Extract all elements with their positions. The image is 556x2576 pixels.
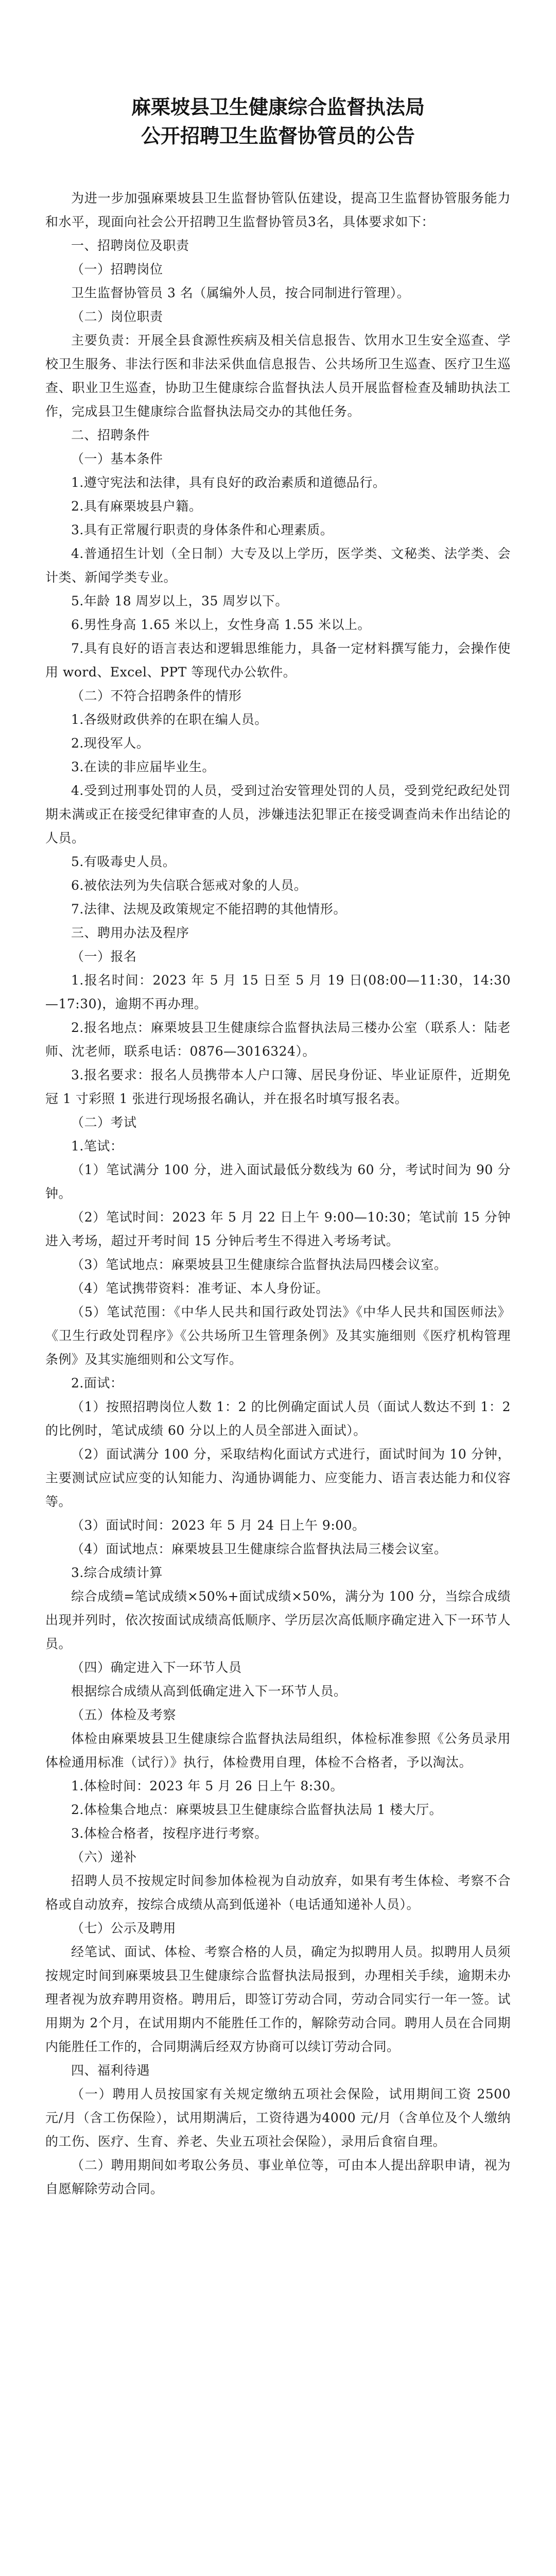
body-paragraph: （2）面试满分 100 分，采取结构化面试方式进行，面试时间为 10 分钟，主要测试应试应变的认知能力、沟通协调能力、应变能力、语言表达能力和仪容等。 [45,1447,511,1509]
body-paragraph: 3.体检合格者，按程序进行考察。 [71,1826,268,1841]
body-paragraph: 2.现役军人。 [71,736,150,751]
body-paragraph: 1.笔试： [71,1139,124,1154]
body-paragraph: 6.被依法列为失信联合惩戒对象的人员。 [71,878,307,893]
body-paragraph: 4.受到过刑事处罚的人员，受到过治安管理处罚的人员，受到党纪政纪处罚期未满或正在接受纪律审查的人员，涉嫌违法犯罪正在接受调查尚未作出结论的人员。 [45,783,511,845]
body-paragraph: （1）按照招聘岗位人数 1：2 的比例确定面试人员（面试人数达不到 1：2 的比例时，笔试成绩 60 分以上的人员全部进入面试）。 [45,1399,511,1438]
body-paragraph: 招聘人员不按规定时间参加体检视为自动放弃，如果有考生体检、考察不合格或自动放弃，按综合成绩从高到低递补（电话通知递补人员）。 [45,1873,511,1912]
body-paragraph: 7.法律、法规及政策规定不能招聘的其他情形。 [71,902,346,917]
body-paragraph: （5）笔试范围：《中华人民共和国行政处罚法》《中华人民共和国医师法》《卫生行政处罚程序》《公共场所卫生管理条例》及其实施细则《医疗机构管理条例》及其实施细则和公文写作。 [45,1304,511,1367]
title-line-1: 麻栗坡县卫生健康综合监督执法局 [131,96,425,118]
body-paragraph: 3.报名要求：报名人员携带本人户口簿、居民身份证、毕业证原件，近期免冠 1 寸彩照 1 张进行现场报名确认，并在报名时填写报名表。 [45,1067,511,1106]
body-paragraph: 6.男性身高 1.65 米以上，女性身高 1.55 米以上。 [71,617,371,632]
body-paragraph: （4）笔试携带资料：准考证、本人身份证。 [71,1281,329,1296]
subsection-heading: （七）公示及聘用 [71,1921,177,1936]
document-body [45,187,511,2201]
body-paragraph: 7.具有良好的语言表达和逻辑思维能力，具备一定材料撰写能力，会操作使用 word、Excel、PPT 等现代办公软件。 [45,641,511,680]
body-paragraph: 2.报名地点：麻栗坡县卫生健康综合监督执法局三楼办公室（联系人：陆老师、沈老师，联系电话：0876—3016324）。 [45,1020,511,1059]
body-paragraph: 为进一步加强麻栗坡县卫生监督协管队伍建设，提高卫生监督协管服务能力和水平，现面向社会公开招聘卫生监督协管员3名，具体要求如下： [45,191,511,229]
title-line-2: 公开招聘卫生监督协管员的公告 [141,125,415,147]
section-heading: 二、招聘条件 [71,428,150,443]
subsection-heading: （五）体检及考察 [71,1707,177,1722]
body-paragraph: 卫生监督协管员 3 名（属编外人员，按合同制进行管理）。 [71,285,410,300]
body-paragraph: （二）聘用期间如考取公务员、事业单位等，可由本人提出辞职申请，视为自愿解除劳动合同。 [45,2158,511,2196]
body-paragraph: （3）笔试地点：麻栗坡县卫生健康综合监督执法局四楼会议室。 [71,1257,447,1272]
subsection-heading: （二）考试 [71,1115,137,1130]
body-paragraph: （4）面试地点：麻栗坡县卫生健康综合监督执法局三楼会议室。 [71,1541,447,1556]
subsection-heading: （六）递补 [71,1850,137,1865]
subsection-heading: （二）岗位职责 [71,309,163,324]
subsection-heading: （二）不符合招聘条件的情形 [71,688,242,703]
subsection-heading: （一）报名 [71,949,137,964]
body-paragraph: 4.普通招生计划（全日制）大专及以上学历，医学类、文秘类、法学类、会计类、新闻学类专业。 [45,546,511,585]
body-paragraph: 主要负责：开展全县食源性疾病及相关信息报告、饮用水卫生安全巡查、学校卫生服务、非法行医和非法采供血信息报告、公共场所卫生巡查、医疗卫生巡查、职业卫生巡查，协助卫生健康综合监督执法人员开展监督检查及辅助执法工作，完成县卫生健康综合监督执法局交办的其他任务。 [45,333,511,419]
subsection-heading: （一）招聘岗位 [71,262,163,277]
section-heading: 四、福利待遇 [71,2063,150,2078]
body-paragraph: 5.有吸毒史人员。 [71,854,176,869]
document-title [45,93,511,150]
subsection-heading: （四）确定进入下一环节人员 [71,1660,242,1675]
body-paragraph: （1）笔试满分 100 分，进入面试最低分数线为 60 分，考试时间为 90 分钟。 [45,1162,511,1201]
body-paragraph: 2.面试： [71,1376,124,1391]
body-paragraph: 综合成绩=笔试成绩×50%+面试成绩×50%，满分为 100 分，当综合成绩出现并列时，依次按面试成绩高低顺序、学历层次高低顺序确定进入下一环节人员。 [45,1589,511,1651]
body-paragraph: 1.体检时间：2023 年 5 月 26 日上午 8:30。 [71,1778,344,1793]
body-paragraph: （一）聘用人员按国家有关规定缴纳五项社会保险，试用期间工资 2500 元/月（含工伤保险），试用期满后，工资待遇为4000 元/月（含单位及个人缴纳的工伤、医疗、生育、养老、失业五项社会保险），录用后食宿自理。 [45,2087,511,2149]
body-paragraph: 3.在读的非应届毕业生。 [71,759,215,774]
body-paragraph: （3）面试时间：2023 年 5 月 24 日上午 9:00。 [71,1518,366,1533]
section-heading: 一、招聘岗位及职责 [71,238,189,253]
body-paragraph: 2.体检集合地点：麻栗坡县卫生健康综合监督执法局 1 楼大厅。 [71,1802,443,1817]
body-paragraph: 1.各级财政供养的在职在编人员。 [71,712,268,727]
body-paragraph: 2.具有麻栗坡县户籍。 [71,499,202,514]
body-paragraph: 体检由麻栗坡县卫生健康综合监督执法局组织，体检标准参照《公务员录用体检通用标准（试行）》执行，体检费用自理，体检不合格者，予以淘汰。 [45,1731,511,1770]
body-paragraph: 经笔试、面试、体检、考察合格的人员，确定为拟聘用人员。拟聘用人员须按规定时间到麻栗坡县卫生健康综合监督执法局报到，办理相关手续，逾期未办理者视为放弃聘用资格。聘用后，即签订劳动合同，劳动合同实行一年一签。试用期为 2个月，在试用期内不能胜任工作的，解除劳动合同。聘用人员在合同期内能胜任工作的，合同期满后经双方协商可以续订劳动合同。 [45,1944,511,2054]
body-paragraph: 3.综合成绩计算 [71,1565,163,1580]
body-paragraph: 5.年龄 18 周岁以上，35 周岁以下。 [71,594,288,608]
section-heading: 三、聘用办法及程序 [71,925,189,940]
body-paragraph: 3.具有正常履行职责的身体条件和心理素质。 [71,522,334,537]
body-paragraph: 1.报名时间：2023 年 5 月 15 日至 5 月 19 日(08:00—11:30，14:30—17:30)，逾期不再办理。 [45,973,511,1011]
body-paragraph: 根据综合成绩从高到低确定进入下一环节人员。 [71,1684,347,1699]
body-paragraph: （2）笔试时间：2023 年 5 月 22 日上午 9:00—10:30；笔试前 15 分钟进入考场，超过开考时间 15 分钟后考生不得进入考场考试。 [45,1210,511,1248]
subsection-heading: （一）基本条件 [71,451,163,466]
body-paragraph: 1.遵守宪法和法律，具有良好的政治素质和道德品行。 [71,475,386,490]
